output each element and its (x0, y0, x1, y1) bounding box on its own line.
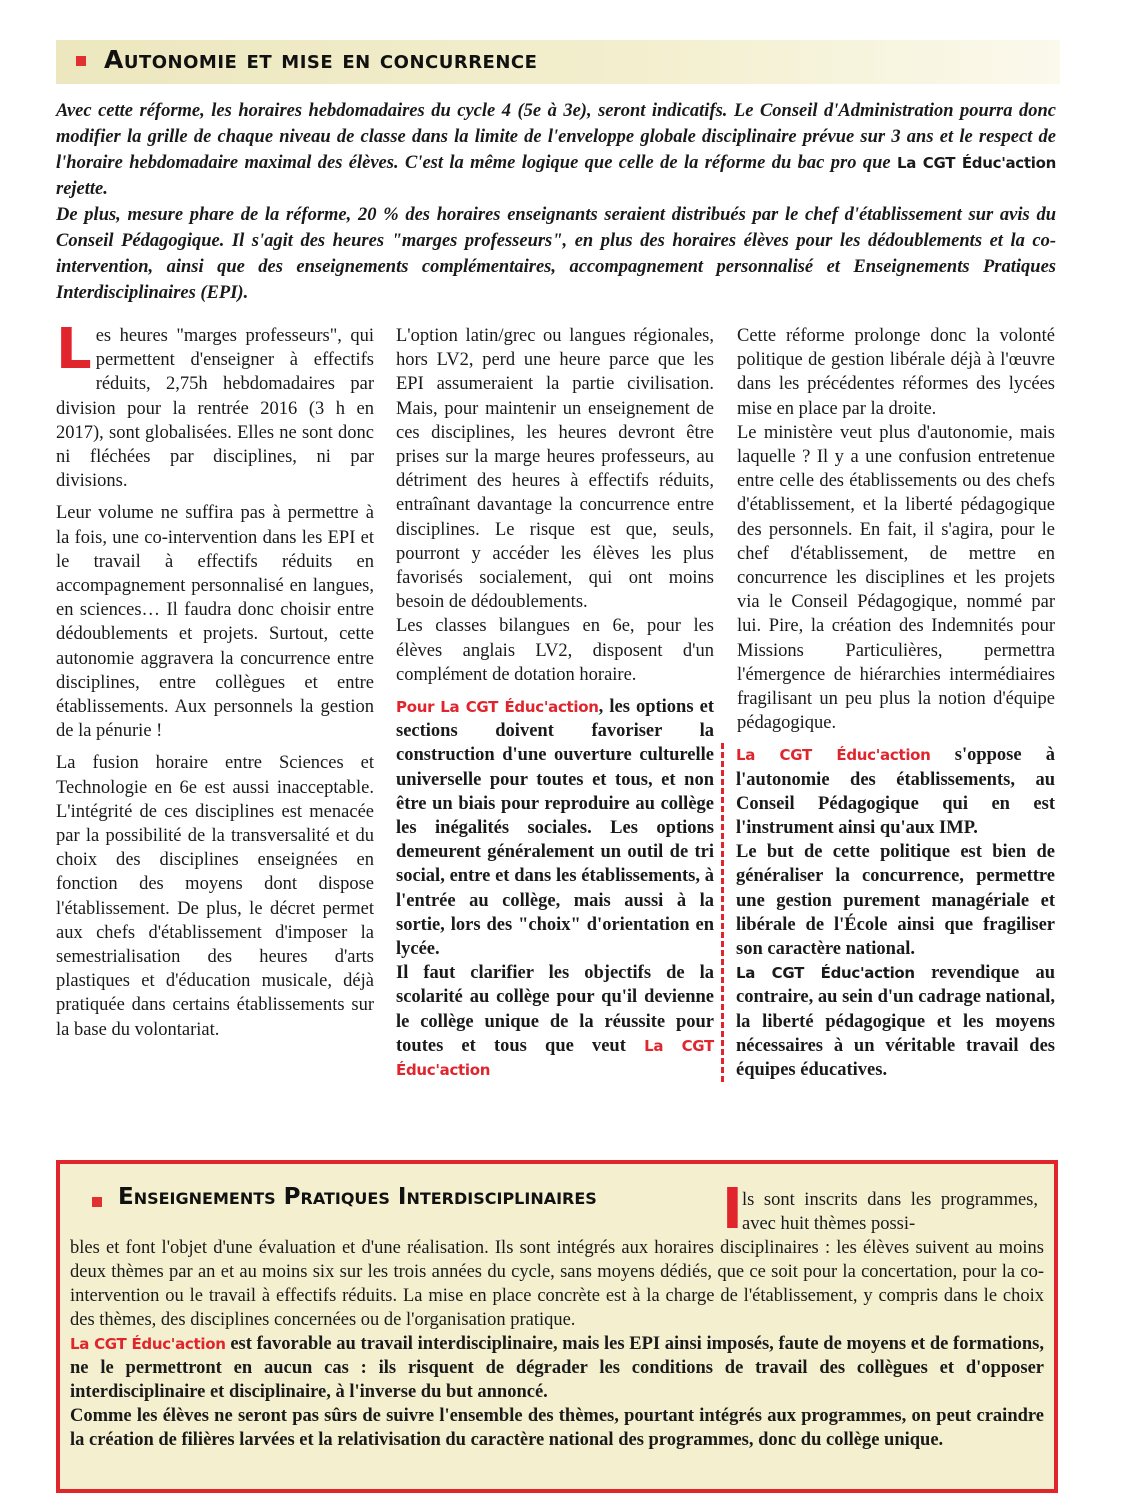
col2-p1: L'option latin/grec ou langues régionales, hors LV2, perd une heure parce que les EPI assumeraient la partie civilisation. Mais, pour maintenir un enseignement de ces disciplines, les heures devront être prises sur la marge heures professeurs, au détriment des heures à effectifs réduits, entraînant davantage la concurrence entre disciplines. Le risque est que, seuls, pourront y accéder les élèves les plus favorisés socialement, qui ont moins besoin de dédoublements. (396, 326, 714, 613)
col3-p3: La CGT Éduc'action s'oppose à l'autonomie des établissements, au Conseil Pédagogique qui en est l'instrument ainsi qu'aux IMP. (736, 745, 1055, 839)
col1-p3: La fusion horaire entre Sciences et Technologie en 6e est aussi inacceptable. L'intégrité de ces disciplines est menacée par la possibilité de la transversalité et du choix des disciplines enseignées en fonction des moyens dont dispose l'établissement. De plus, le décret permet aux chefs d'établissement d'imposer la semestrialisation des heures d'arts plastiques et d'éducation musicale, déjà pratiquée dans certains établissements sur la base du volontariat. (56, 753, 374, 1040)
section-header-bar (56, 40, 1060, 84)
cgt-logo-text: La CGT Éduc'action (396, 1036, 714, 1080)
box-intro: ls sont inscrits dans les programmes, avec huit thèmes possi- (742, 1190, 1038, 1234)
col2-p2: Les classes bilangues en 6e, pour les élèves anglais LV2, disposent d'un complément de dotation horaire. (396, 616, 714, 685)
cgt-statement-block (721, 743, 1055, 1082)
cgt-logo-text: Pour (396, 698, 435, 717)
column-1 (56, 317, 374, 1050)
col2-p3: Pour La CGT Éduc'action, les options et sections doivent favoriser la construction d'une ouverture culturelle universelle pour toutes et tous, et non être un biais pour reproduire au collège les inégalités sociales. Les options demeurent généralement un outil de tri social, entre et dans les établissements, à l'entrée au collège, mais aussi à la sortie, lors des "choix" d'orientation en lycée. (396, 697, 714, 960)
drop-cap: I (722, 1177, 743, 1242)
col1-p1: Les heures "marges professeurs", qui permettent d'enseigner à effectifs réduits, 2,75h hebdomadaires par division pour la rentrée 2016 (3 h en 2017), sont globalisées. Elles ne sont donc ni fléchées par disciplines, ni par divisions. (56, 317, 374, 492)
box-p3: Comme les élèves ne seront pas sûrs de suivre l'ensemble des thèmes, pourtant intégrés aux programmes, on peut craindre la création de filières larvées et la relativisation du caractère national des programmes, donc du collège unique. (70, 1406, 1044, 1450)
cgt-logo-text: La CGT Éduc'action (736, 964, 915, 983)
box-body (70, 1236, 1044, 1452)
drop-cap: L (56, 317, 92, 382)
bullet-square-icon (76, 56, 86, 66)
col3-p5: La CGT Éduc'action revendique au contraire, au sein d'un cadrage national, la liberté pédagogique et les moyens nécessaires à un véritable travail des équipes éducatives. (736, 963, 1055, 1081)
col3-p2: Le ministère veut plus d'autonomie, mais laquelle ? Il y a une confusion entretenue entre celle des établissements ou des chefs d'établissement, et la liberté pédagogique des personnels. En fait, il s'agira, pour le chef d'établissement, de mettre en concurrence les disciplines et les projets via le Conseil Pédagogique, nommé par lui. Pire, la création des Indemnités pour Missions Particulières, permettra l'émergence de hiérarchies intermédiaires fragilisant un peu plus la notion d'équipe pédagogique. (737, 422, 1055, 734)
box-p2: La CGT Éduc'action est favorable au travail interdisciplinaire, mais les EPI ainsi imposés, faute de moyens et de formations, ne le permettront en aucun cas : ils risquent de dégrader les conditions de travail des collègues et d'opposer interdisciplinaire et disciplinaire, à l'inverse du but annoncé. (70, 1334, 1044, 1402)
cgt-logo-text: La CGT Éduc'action (897, 154, 1056, 172)
cgt-logo-text: La CGT Éduc'action (70, 1335, 226, 1353)
col3-p1: Cette réforme prolonge donc la volonté politique de gestion libérale déjà à l'œuvre dans les précédentes réformes des lycées mise en place par la droite. (737, 326, 1055, 419)
col3-p4: Le but de cette politique est bien de généraliser la concurrence, permettre une gestion purement managériale et libérale de l'École ainsi que fragiliser son caractère national. (736, 842, 1055, 960)
column-3 (737, 324, 1055, 1082)
col2-p4: Il faut clarifier les objectifs de la scolarité au collège pour qu'il devienne le collège unique de la réussite pour toutes et tous que veut La CGT Éduc'action (396, 963, 714, 1080)
intro-p1: Avec cette réforme, les horaires hebdomadaires du cycle 4 (5e à 3e), seront indicatifs. Le Conseil d'Administration pourra donc modifier la grille de chaque niveau de classe dans la limite de l'enveloppe globale disciplinaire prévue sur 3 ans et le respect de l'horaire hebdomadaire maximal des élèves. C'est la même logique que celle de la réforme du bac pro que La CGT Éduc'action rejette. (56, 101, 1056, 199)
section-title: Autonomie et mise en concurrence (104, 45, 538, 74)
intro-paragraph (56, 98, 1056, 306)
epi-box (56, 1160, 1058, 1493)
box-title: Enseignements Pratiques Interdisciplinaires (118, 1184, 597, 1210)
cgt-logo-text: La CGT Éduc'action (736, 746, 931, 765)
bullet-square-icon (92, 1197, 102, 1207)
box-p1: bles et font l'objet d'une évaluation et d'une réalisation. Ils sont intégrés aux horaires disciplinaires : les élèves suivent au moins deux thèmes par an et au moins six sur les trois années du cycle, sans moyens dédiés, que ce soit pour la concertation, pour la co-intervention ou le travail à effectifs réduits. La mise en place concrète est à la charge de l'établissement, y compris dans le choix des thèmes, des disciplines concernées ou de l'organisation pratique. (70, 1238, 1044, 1330)
intro-p2: De plus, mesure phare de la réforme, 20 % des horaires enseignants seraient distribués par le chef d'établissement sur avis du Conseil Pédagogique. Il s'agit des heures "marges professeurs", en plus des horaires élèves pour les dédoublements et la co-intervention, ainsi que des enseignements complémentaires, accompagnement personnalisé et Enseignements Pratiques Interdisciplinaires (EPI). (56, 205, 1056, 303)
column-2 (396, 324, 714, 1090)
col1-p2: Leur volume ne suffira pas à permettre à la fois, une co-intervention dans les EPI et le travail à effectifs réduits en accompagnement personnalisé en langues, en sciences… Il faudra donc choisir entre dédoublements et projets. Surtout, cette autonomie aggravera la concurrence entre disciplines, entre collègues et entre établissements. Aux personnels la gestion de la pénurie ! (56, 503, 374, 742)
